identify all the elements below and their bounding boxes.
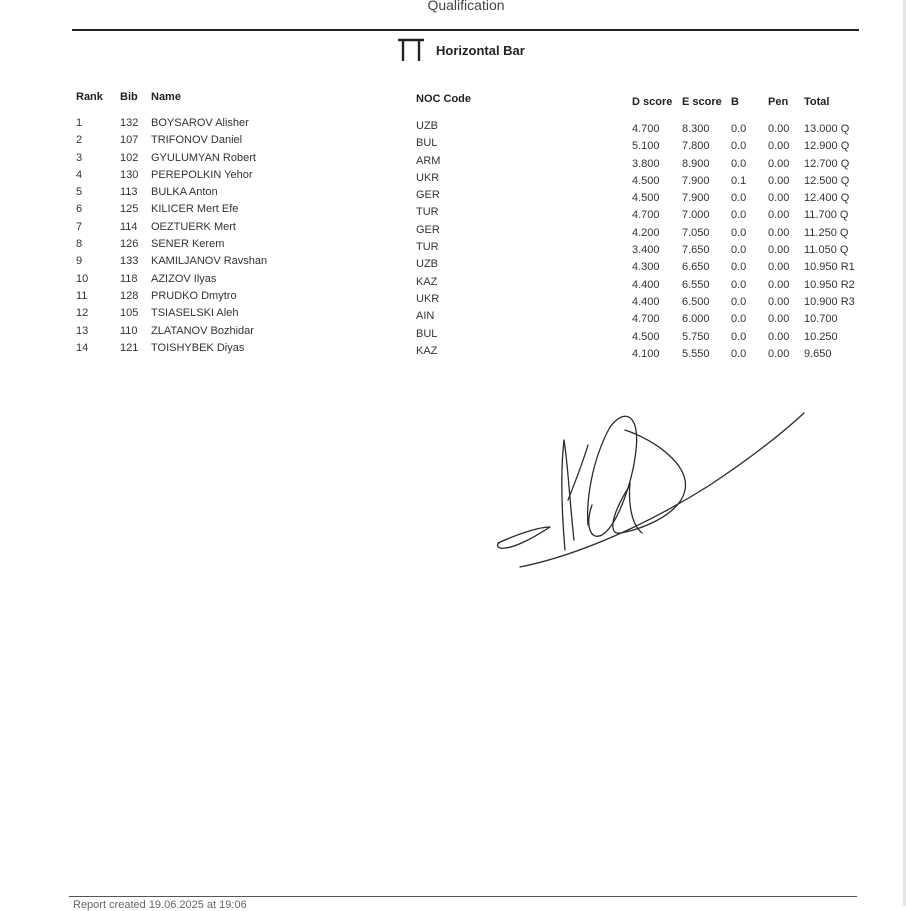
cell-noc: BUL (416, 327, 438, 340)
cell-noc: KAZ (416, 344, 438, 357)
cell-b: 0.0 (731, 157, 747, 170)
cell-pen: 0.00 (768, 157, 790, 170)
col-rank: Rank (76, 91, 103, 103)
cell-total: 11.700 Q (804, 209, 849, 222)
cell-b: 0.0 (731, 209, 747, 222)
cell-e-score: 7.000 (682, 209, 710, 222)
cell-pen: 0.00 (768, 123, 790, 135)
cell-noc: UKR (416, 171, 440, 184)
table-row (0, 273, 906, 290)
cell-name: TOISHYBEK Diyas (151, 341, 245, 354)
cell-rank: 3 (76, 151, 83, 164)
cell-bib: 114 (120, 220, 138, 233)
table-row (0, 342, 906, 359)
cell-noc: AIN (416, 310, 435, 323)
cell-noc: TUR (416, 206, 439, 219)
cell-d-score: 4.300 (632, 261, 660, 274)
cell-pen: 0.00 (768, 347, 790, 360)
cell-total: 9.650 (804, 347, 832, 360)
cell-pen: 0.00 (768, 244, 790, 257)
cell-name: OEZTUERK Mert (151, 220, 236, 233)
cell-pen: 0.00 (768, 140, 790, 153)
cell-e-score: 7.050 (682, 226, 710, 239)
cell-total: 12.700 Q (804, 157, 850, 170)
cell-d-score: 4.100 (632, 347, 660, 360)
cell-name: KAMILJANOV Ravshan (151, 255, 268, 268)
col-e-score: E score (682, 96, 722, 108)
cell-e-score: 8.300 (682, 123, 710, 135)
cell-d-score: 3.400 (632, 244, 660, 257)
cell-bib: 130 (120, 168, 139, 181)
apparatus-name: Horizontal Bar (436, 42, 525, 58)
cell-bib: 102 (120, 151, 139, 164)
cell-rank: 4 (76, 168, 83, 181)
cell-name: KILICER Mert Efe (151, 203, 239, 216)
cell-bib: 126 (120, 238, 139, 251)
cell-name: AZIZOV Ilyas (151, 272, 217, 285)
cell-e-score: 8.900 (682, 157, 710, 170)
cell-b: 0.0 (731, 261, 747, 274)
cell-name: PEREPOLKIN Yehor (151, 168, 253, 181)
cell-rank: 12 (76, 307, 89, 320)
cell-e-score: 7.650 (682, 244, 710, 257)
cell-name: ZLATANOV Bozhidar (151, 324, 254, 337)
cell-rank: 7 (76, 220, 83, 233)
cell-e-score: 5.750 (682, 330, 710, 343)
cell-bib: 107 (120, 134, 139, 147)
cell-noc: UKR (416, 292, 440, 305)
cell-total: 10.700 (804, 313, 838, 326)
cell-pen: 0.00 (768, 295, 790, 308)
cell-bib: 113 (120, 186, 138, 199)
cell-b: 0.0 (731, 295, 747, 308)
cell-pen: 0.00 (768, 313, 790, 326)
table-row (0, 238, 906, 255)
col-total: Total (804, 96, 830, 108)
cell-d-score: 4.400 (632, 278, 660, 291)
cell-bib: 110 (120, 324, 138, 337)
cell-bib: 105 (120, 307, 139, 320)
cell-e-score: 6.650 (682, 261, 710, 274)
col-b: B (731, 96, 739, 108)
cell-rank: 10 (76, 272, 89, 285)
cell-d-score: 4.400 (632, 295, 660, 308)
cell-total: 12.900 Q (804, 140, 850, 153)
cell-b: 0.0 (731, 140, 747, 153)
cell-total: 12.500 Q (804, 174, 850, 187)
cell-rank: 1 (76, 117, 83, 129)
cell-noc: UZB (416, 258, 438, 271)
cell-b: 0.1 (731, 174, 747, 187)
cell-total: 12.400 Q (804, 192, 850, 205)
cell-total: 10.250 (804, 330, 838, 343)
table-row (0, 186, 906, 203)
cell-noc: TUR (416, 241, 439, 254)
cell-b: 0.0 (731, 278, 747, 291)
cell-bib: 133 (120, 255, 139, 268)
cell-pen: 0.00 (768, 192, 790, 205)
table-row (0, 152, 906, 169)
cell-d-score: 4.700 (632, 123, 660, 135)
cell-e-score: 7.900 (682, 174, 710, 187)
cell-total: 10.900 R3 (804, 295, 855, 308)
cell-b: 0.0 (731, 226, 747, 239)
cell-noc: ARM (416, 154, 441, 167)
table-row (0, 203, 906, 220)
cell-b: 0.0 (731, 123, 747, 135)
cell-e-score: 7.900 (682, 192, 710, 205)
cell-rank: 6 (76, 203, 83, 216)
cell-rank: 8 (76, 238, 83, 251)
cell-rank: 5 (76, 186, 83, 199)
cell-d-score: 4.700 (632, 209, 660, 222)
cell-noc: BUL (416, 137, 438, 150)
cell-b: 0.0 (731, 244, 747, 257)
table-row (0, 325, 906, 342)
cell-pen: 0.00 (768, 330, 790, 343)
cell-pen: 0.00 (768, 278, 790, 291)
cell-rank: 9 (76, 255, 83, 268)
cell-rank: 11 (76, 289, 88, 302)
cell-d-score: 4.500 (632, 174, 660, 187)
cell-noc: GER (416, 223, 440, 236)
col-bib: Bib (120, 91, 138, 103)
cell-e-score: 6.500 (682, 295, 710, 308)
cell-total: 11.050 Q (804, 244, 849, 257)
cell-e-score: 6.000 (682, 313, 710, 326)
cell-total: 11.250 Q (804, 226, 849, 239)
footer-report-created: Report created 19.06.2025 at 19:06 (73, 899, 247, 911)
cell-rank: 13 (76, 324, 89, 337)
col-pen: Pen (768, 96, 789, 108)
cell-name: BOYSAROV Alisher (151, 117, 249, 129)
cell-pen: 0.00 (768, 174, 790, 187)
cell-d-score: 4.500 (632, 330, 660, 343)
cell-pen: 0.00 (768, 226, 790, 239)
cell-e-score: 5.550 (682, 347, 710, 360)
col-name: Name (151, 91, 181, 103)
footer-divider (69, 896, 857, 897)
cell-name: TSIASELSKI Aleh (151, 307, 239, 320)
cell-total: 13.000 Q (804, 123, 850, 135)
cell-b: 0.0 (731, 313, 747, 326)
cell-b: 0.0 (731, 347, 747, 360)
col-d-score: D score (632, 96, 673, 108)
cell-total: 10.950 R2 (804, 278, 855, 291)
table-row (0, 255, 906, 272)
apparatus-heading (396, 38, 525, 62)
cell-rank: 2 (76, 134, 83, 147)
cell-d-score: 4.500 (632, 192, 660, 205)
cell-name: SENER Kerem (151, 238, 225, 251)
table-row (0, 290, 906, 307)
table-row (0, 134, 906, 151)
col-noc: NOC Code (416, 93, 471, 105)
cell-total: 10.950 R1 (804, 261, 855, 274)
cell-noc: UZB (416, 120, 438, 132)
cell-name: BULKA Anton (151, 186, 218, 199)
cell-name: GYULUMYAN Robert (151, 151, 256, 164)
cell-d-score: 4.700 (632, 313, 660, 326)
cell-e-score: 6.550 (682, 278, 710, 291)
cell-bib: 132 (120, 117, 139, 129)
cell-pen: 0.00 (768, 261, 790, 274)
table-row (0, 307, 906, 324)
table-row (0, 117, 906, 134)
cell-b: 0.0 (731, 330, 747, 343)
horizontal-bar-icon (396, 38, 426, 62)
results-table (0, 117, 906, 359)
cell-d-score: 5.100 (632, 140, 660, 153)
cell-bib: 121 (120, 341, 139, 354)
signature-icon (490, 405, 810, 580)
cell-e-score: 7.800 (682, 140, 710, 153)
cell-d-score: 3.800 (632, 157, 660, 170)
header-divider (72, 29, 859, 31)
cell-bib: 125 (120, 203, 139, 216)
cell-bib: 128 (120, 289, 139, 302)
cell-rank: 14 (76, 341, 89, 354)
page-title: Qualification (427, 0, 505, 13)
table-row (0, 169, 906, 186)
cell-name: TRIFONOV Daniel (151, 134, 243, 147)
cell-name: PRUDKO Dmytro (151, 289, 237, 302)
cell-noc: GER (416, 189, 440, 202)
cell-noc: KAZ (416, 275, 438, 288)
table-row (0, 221, 906, 238)
cell-pen: 0.00 (768, 209, 790, 222)
cell-b: 0.0 (731, 192, 747, 205)
cell-bib: 118 (120, 272, 138, 285)
cell-d-score: 4.200 (632, 226, 660, 239)
